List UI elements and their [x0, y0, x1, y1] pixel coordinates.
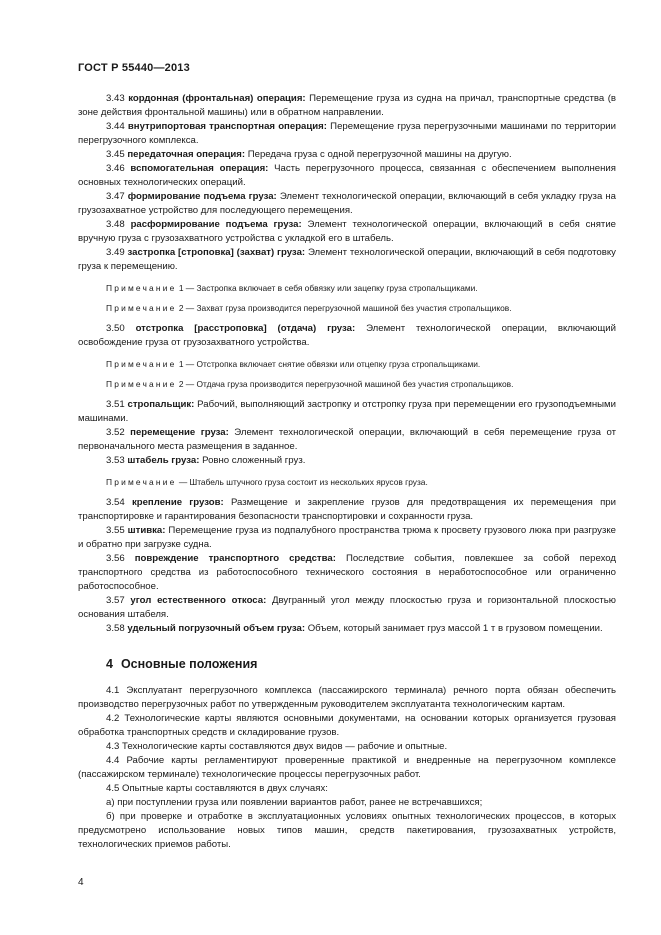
- term-3-45: 3.45 передаточная операция: Передача груза с одной перегрузочной машины на другую.: [106, 149, 512, 160]
- term-3-56: 3.56 повреждение транспортного средства: Последствие события, повлекшее за собой переход транспортного средства из работоспособного технического состояния в неработоспособное или ограниченно работоспособное.: [78, 553, 617, 592]
- term-3-57: 3.57 угол естественного откоса: Двугранный угол между плоскостью груза и горизонтальной плоскостью основания штабеля.: [78, 595, 616, 620]
- note-3-53: Примечание — Штабель штучного груза состоит из нескольких ярусов груза.: [106, 477, 428, 487]
- section-4-para-1: 4.1 Эксплуатант перегрузочного комплекса (пассажирского терминала) речного порта обязан обеспечить производство перегрузочных работ по утвержденным руководителем эксплуатанта технологическим картам.: [78, 685, 616, 710]
- note-3-50-1: Примечание 1 — Отстропка включает снятие обвязки или отцепку груза стропальщиками.: [106, 359, 481, 369]
- section-4-para-4: 4.4 Рабочие карты регламентируют проверенные практикой и внедренные на перегрузочном комплексе (пассажирском терминале) технологические процессы перегрузочных работ.: [78, 755, 616, 780]
- section-4-para-7: б) при проверке и отработке в эксплуатационных условиях опытных технологических процессов, в которых предусмотрено использование новых типов машин, средств пакетирования, грузозахватных устройств, технологических приемов работы.: [78, 811, 616, 850]
- term-3-43: 3.43 кордонная (фронтальная) операция: Перемещение груза из судна на причал, транспортные средства (в зоне действия фронтальной машины) или в обратном направлении.: [78, 93, 617, 118]
- note-3-50-2: Примечание 2 — Отдача груза производится перегрузочной машиной без участия стропальщиков.: [106, 379, 514, 389]
- note-3-49-1: Примечание 1 — Застропка включает в себя обвязку или зацепку груза стропальщиками.: [106, 283, 478, 293]
- term-3-52: 3.52 перемещение груза: Элемент технологической операции, включающий в себя перемещение груза от первоначального места размещения в заданное.: [78, 427, 616, 452]
- page-number: 4: [78, 877, 84, 888]
- term-3-49: 3.49 застропка [строповка] (захват) груза: Элемент технологической операции, включающий в себя подготовку груза к перемещению.: [78, 247, 616, 272]
- section-4-heading: 4 Основные положения: [106, 657, 258, 671]
- document-header: ГОСТ Р 55440—2013: [78, 62, 190, 74]
- section-4-para-6: а) при поступлении груза или появлении вариантов работ, ранее не встречавшихся;: [106, 797, 483, 808]
- term-3-54: 3.54 крепление грузов: Размещение и закрепление грузов для предотвращения их перемещения при транспортировке и гарантирования безопасности транспортировки и сохранности груза.: [78, 497, 616, 522]
- term-3-55: 3.55 штивка: Перемещение груза из подпалубного пространства трюма к просвету грузового люка при разгрузке и обратно при загрузке судна.: [78, 525, 616, 550]
- term-3-46: 3.46 вспомогательная операция: Часть перегрузочного процесса, связанная с обеспечением выполнения основных технологических операций.: [78, 163, 616, 188]
- section-4-para-5: 4.5 Опытные карты составляются в двух случаях:: [106, 783, 328, 794]
- section-4-para-2: 4.2 Технологические карты являются основными документами, на основании которых организуется грузовая обработка транспортных средств и складирование грузов.: [78, 713, 616, 738]
- section-4-para-3: 4.3 Технологические карты составляются двух видов — рабочие и опытные.: [106, 741, 448, 752]
- term-3-50: 3.50 отстропка [расстроповка] (отдача) груза: Элемент технологической операции, включающий освобождение груза от грузозахватного устройства.: [78, 323, 616, 348]
- term-3-58: 3.58 удельный погрузочный объем груза: Объем, который занимает груз массой 1 т в грузовом помещении.: [106, 623, 603, 634]
- term-3-44: 3.44 внутрипортовая транспортная операция: Перемещение груза перегрузочными машинами по территории перегрузочного комплекса.: [78, 121, 616, 146]
- page-content: [78, 92, 616, 852]
- term-3-47: 3.47 формирование подъема груза: Элемент технологической операции, включающий в себя укладку груза на грузозахватное устройство для последующего перемещения.: [78, 191, 616, 216]
- term-3-48: 3.48 расформирование подъема груза: Элемент технологической операции, включающий в себя снятие вручную груза с грузозахватного устройства с укладкой его в штабель.: [78, 219, 617, 244]
- term-3-53: 3.53 штабель груза: Ровно сложенный груз.: [106, 455, 306, 466]
- term-3-51: 3.51 стропальщик: Рабочий, выполняющий застропку и отстропку груза при перемещении его грузоподъемными машинами.: [78, 399, 617, 424]
- note-3-49-2: Примечание 2 — Захват груза производится перегрузочной машиной без участия стропальщиков.: [106, 303, 512, 313]
